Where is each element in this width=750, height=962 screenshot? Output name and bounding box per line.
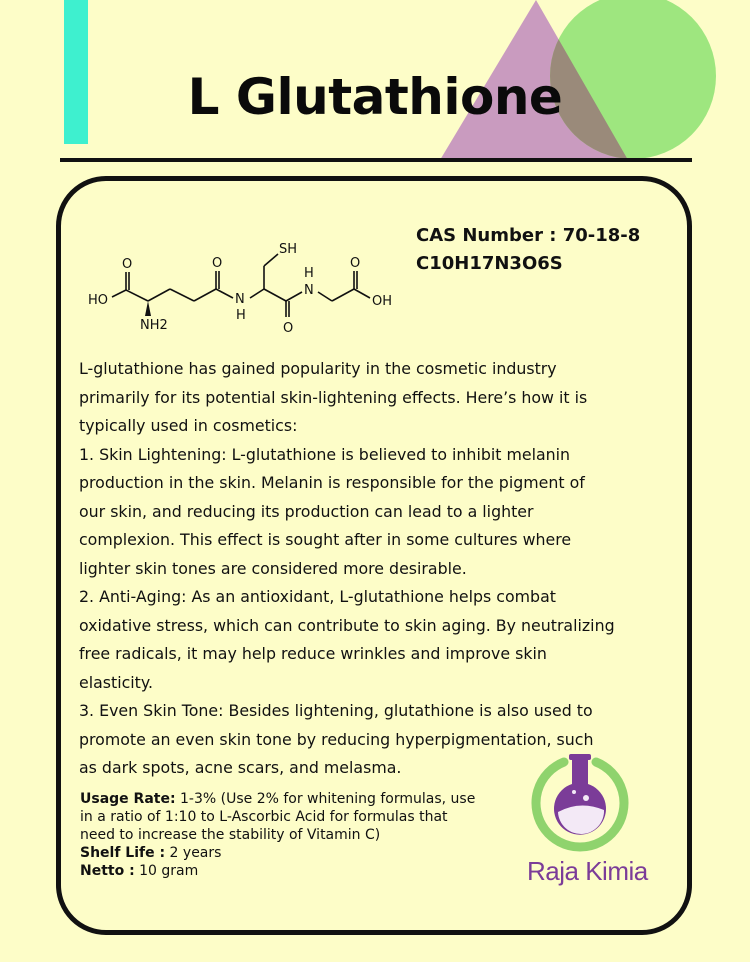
- description-line: free radicals, it may help reduce wrinkles and improve skin: [79, 644, 547, 663]
- shelf-value: 2 years: [169, 845, 222, 861]
- shelf-life: [80, 844, 475, 862]
- description-line: typically used in cosmetics:: [79, 416, 298, 435]
- usage-rate: [80, 790, 475, 808]
- usage-value-1: 1-3% (Use 2% for whitening formulas, use: [180, 791, 476, 807]
- flask-logo-icon: [524, 752, 636, 852]
- atom-n-mid: N: [235, 292, 245, 307]
- shelf-label: Shelf Life :: [80, 845, 166, 861]
- atom-sh: SH: [279, 242, 298, 257]
- description-line: promote an even skin tone by reducing hyperpigmentation, such: [79, 729, 594, 749]
- description-line: L-glutathione has gained popularity in the cosmetic industry: [79, 359, 557, 378]
- atom-o4: O: [350, 256, 361, 271]
- atom-h-right: H: [304, 266, 314, 281]
- atom-o2: O: [212, 256, 223, 271]
- atom-ho-left: HO: [88, 293, 109, 308]
- usage-value-3: need to increase the stability of Vitamin C): [80, 827, 381, 843]
- atom-h-mid: H: [236, 308, 246, 323]
- usage-value-2: in a ratio of 1:10 to L-Ascorbic Acid for formulas that: [80, 809, 448, 825]
- cas-number: CAS Number : 70-18-8: [416, 225, 641, 246]
- molecular-formula: C10H17N3O6S: [416, 253, 563, 274]
- atom-oh-right: OH: [372, 294, 393, 309]
- description-line: 1. Skin Lightening: L-glutathione is believed to inhibit melanin: [79, 444, 571, 464]
- description-line: 2. Anti-Aging: As an antioxidant, L-glutathione helps combat: [79, 587, 556, 606]
- description-line: elasticity.: [79, 672, 153, 692]
- description-line: complexion. This effect is sought after in some cultures where: [79, 530, 572, 549]
- description-line: primarily for its potential skin-lightening effects. Here’s how it is: [79, 387, 588, 407]
- atom-nh2: NH2: [140, 318, 168, 333]
- usage-label: Usage Rate:: [80, 791, 176, 807]
- molecule-structure: [78, 228, 408, 340]
- title-divider: [60, 158, 692, 162]
- description-line: as dark spots, acne scars, and melasma.: [79, 758, 402, 777]
- description-line: 3. Even Skin Tone: Besides lightening, glutathione is also used to: [79, 701, 593, 720]
- description-line: oxidative stress, which can contribute to skin aging. By neutralizing: [79, 615, 615, 635]
- brand-name: Raja Kimia: [527, 856, 648, 886]
- identifiers: [416, 222, 640, 278]
- description-line: production in the skin. Melanin is responsible for the pigment of: [79, 473, 585, 492]
- description-line: lighter skin tones are considered more desirable.: [79, 558, 467, 578]
- description: [79, 355, 679, 783]
- product-specs: [80, 790, 475, 880]
- netto: [80, 862, 475, 880]
- atom-n-right: N: [304, 283, 314, 298]
- page-title: L Glutathione: [187, 68, 563, 126]
- netto-label: Netto :: [80, 863, 135, 879]
- atom-o1: O: [122, 257, 133, 272]
- description-line: our skin, and reducing its production can lead to a lighter: [79, 501, 534, 521]
- netto-value: 10 gram: [139, 863, 199, 879]
- atom-o3: O: [283, 321, 294, 336]
